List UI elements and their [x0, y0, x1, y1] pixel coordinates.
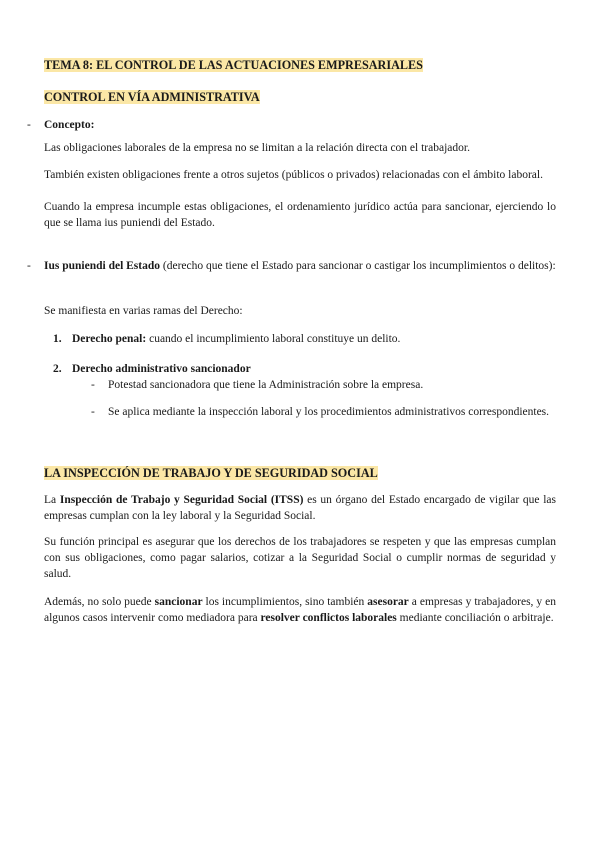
list-item-derecho-penal	[72, 331, 400, 347]
itss-p3-sancionar: sancionar	[154, 596, 203, 608]
list-number-2-text: 2.	[53, 363, 62, 375]
itss-p3-asesorar: asesorar	[367, 596, 409, 608]
manifiesta-text: Se manifiesta en varias ramas del Derecho:	[44, 305, 243, 317]
ius-puniendi-text: (derecho que tiene el Estado para sancionar o castigar los incumplimientos o delitos):	[160, 260, 556, 272]
list-item-derecho-penal-text: cuando el incumplimiento laboral constituye un delito.	[146, 333, 401, 345]
doc-title	[44, 57, 423, 73]
list-item-derecho-penal-label: Derecho penal:	[72, 333, 147, 345]
itss-p3-e: a empresas y trabajadores, y en algunos casos intervenir como mediadora para	[44, 596, 556, 624]
itss-paragraph-1	[44, 492, 556, 524]
ius-puniendi-label: Ius puniendi del Estado	[44, 260, 161, 272]
section-heading-inspeccion	[44, 465, 378, 481]
itss-p3-resolver: resolver conflictos laborales	[260, 612, 397, 624]
itss-p1-c: es un órgano del Estado encargado de vigilar que las empresas cumplan con la ley laboral y la Seguridad Social.	[44, 494, 556, 522]
bullet-dash: -	[27, 260, 31, 272]
sub-item-potestad: Potestad sancionadora que tiene la Administración sobre la empresa.	[108, 379, 424, 391]
list-number-2	[53, 361, 62, 377]
concepto-paragraph-3: Cuando la empresa incumple estas obligaciones, el ordenamiento jurídico actúa para sancionar, ejerciendo lo que se llama ius puniendi del Estado.	[44, 201, 556, 229]
doc-title-text: TEMA 8: EL CONTROL DE LAS ACTUACIONES EMPRESARIALES	[44, 58, 423, 72]
bullet-dash: -	[27, 119, 31, 131]
itss-p1-a: La	[44, 494, 60, 506]
sub-bullet-dash: -	[91, 379, 95, 391]
concepto-label	[44, 117, 94, 133]
sub-item-inspeccion: Se aplica mediante la inspección laboral y los procedimientos administrativos correspondientes.	[108, 406, 550, 418]
itss-p1-bold: Inspección de Trabajo y Seguridad Social (ITSS)	[59, 494, 304, 506]
list-item-derecho-administrativo-label: Derecho administrativo sancionador	[72, 363, 251, 375]
list-item-derecho-administrativo	[72, 361, 251, 377]
section-heading-control-text: CONTROL EN VÍA ADMINISTRATIVA	[44, 90, 260, 104]
itss-p3-c: los incumplimientos, sino también	[202, 596, 368, 608]
sub-bullet-dash: -	[91, 406, 95, 418]
concepto-label-text: Concepto:	[44, 119, 95, 131]
itss-paragraph-3	[44, 594, 556, 626]
section-heading-control	[44, 89, 260, 105]
list-number-1-text: 1.	[53, 333, 62, 345]
concepto-paragraph-2: También existen obligaciones frente a otros sujetos (públicos o privados) relacionadas con el ámbito laboral.	[44, 169, 543, 181]
ius-puniendi-paragraph	[44, 258, 556, 274]
itss-p3-g: mediante conciliación o arbitraje.	[396, 612, 554, 624]
section-heading-inspeccion-text: LA INSPECCIÓN DE TRABAJO Y DE SEGURIDAD SOCIAL	[44, 466, 378, 480]
list-number-1	[53, 331, 62, 347]
concepto-paragraph-1: Las obligaciones laborales de la empresa no se limitan a la relación directa con el trabajador.	[44, 142, 470, 154]
itss-paragraph-2: Su función principal es asegurar que los derechos de los trabajadores se respeten y que las empresas cumplan con sus obligaciones, como pagar salarios, cotizar a la Seguridad Social o cumplir normas de seguridad y salud.	[44, 536, 556, 580]
itss-p3-a: Además, no solo puede	[44, 596, 155, 608]
